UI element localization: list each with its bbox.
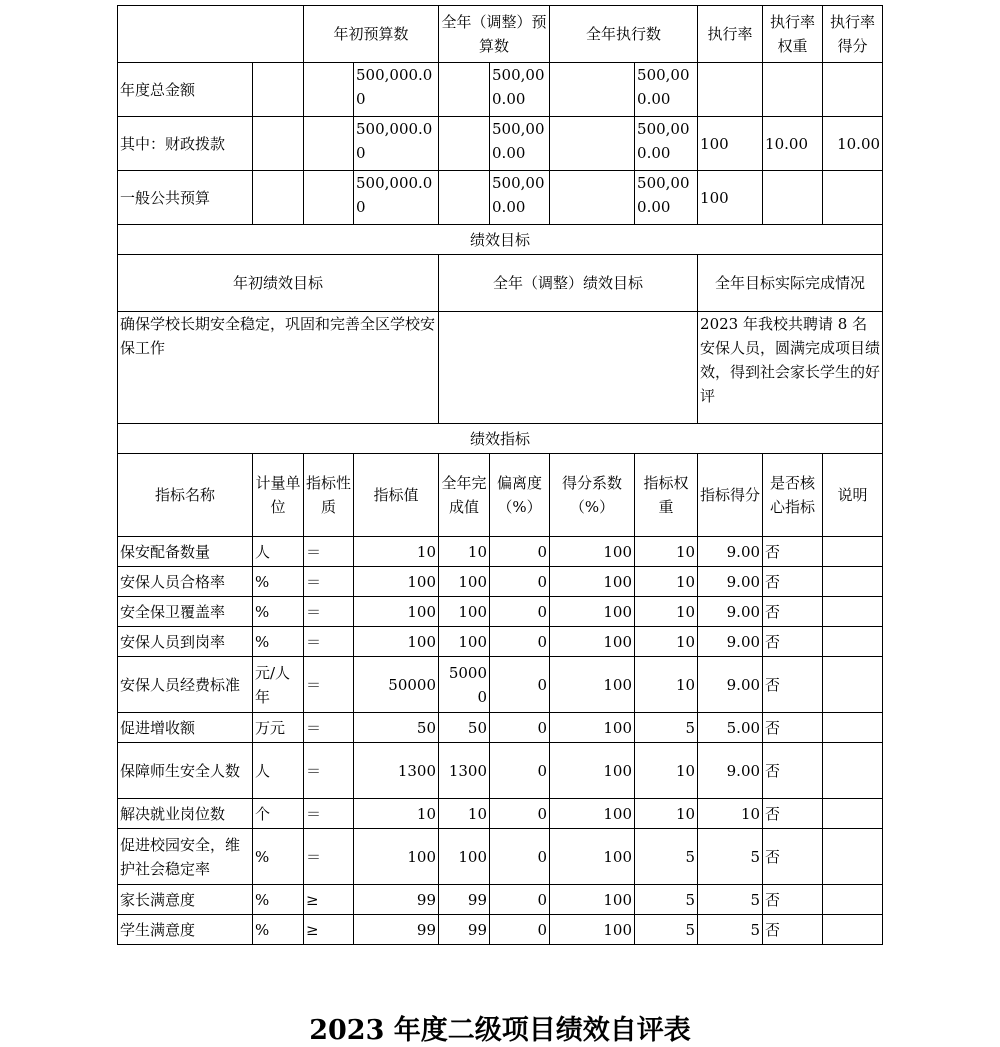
indicator-deviation: 0 bbox=[490, 915, 550, 945]
indicator-core: 否 bbox=[763, 657, 823, 713]
indicators-header-nature: 指标性质 bbox=[304, 454, 354, 537]
performance-self-evaluation-table bbox=[117, 5, 883, 945]
indicator-nature: ＝ bbox=[304, 567, 354, 597]
indicator-note bbox=[823, 713, 883, 743]
indicator-weight: 10 bbox=[635, 597, 698, 627]
indicator-name: 安全保卫覆盖率 bbox=[118, 597, 253, 627]
budget-row-executed: 500,000.00 bbox=[635, 171, 698, 225]
indicator-deviation: 0 bbox=[490, 627, 550, 657]
budget-row-blank bbox=[439, 63, 490, 117]
budget-row-blank bbox=[253, 171, 304, 225]
indicator-done: 100 bbox=[439, 567, 490, 597]
indicator-weight: 5 bbox=[635, 713, 698, 743]
indicator-nature: ＝ bbox=[304, 537, 354, 567]
indicator-nature: ＝ bbox=[304, 627, 354, 657]
indicator-coef: 100 bbox=[550, 657, 635, 713]
indicators-section-title: 绩效指标 bbox=[118, 424, 883, 454]
indicator-target: 100 bbox=[354, 829, 439, 885]
indicator-name: 学生满意度 bbox=[118, 915, 253, 945]
indicator-core: 否 bbox=[763, 829, 823, 885]
indicator-name: 保障师生安全人数 bbox=[118, 743, 253, 799]
budget-header-initial: 年初预算数 bbox=[304, 6, 439, 63]
budget-row-initial: 500,000.00 bbox=[354, 117, 439, 171]
indicator-core: 否 bbox=[763, 885, 823, 915]
indicator-core: 否 bbox=[763, 627, 823, 657]
indicator-nature: ＝ bbox=[304, 799, 354, 829]
indicators-header-note: 说明 bbox=[823, 454, 883, 537]
indicator-note bbox=[823, 627, 883, 657]
indicator-target: 10 bbox=[354, 799, 439, 829]
indicators-section-row bbox=[118, 424, 883, 454]
budget-row-executed: 500,000.00 bbox=[635, 117, 698, 171]
indicator-nature: ＝ bbox=[304, 829, 354, 885]
indicator-name: 促进增收额 bbox=[118, 713, 253, 743]
indicator-note bbox=[823, 657, 883, 713]
budget-row-blank bbox=[439, 117, 490, 171]
budget-row-adjusted: 500,000.00 bbox=[490, 63, 550, 117]
indicator-score: 5 bbox=[698, 829, 763, 885]
indicator-name: 安保人员经费标准 bbox=[118, 657, 253, 713]
indicator-name: 家长满意度 bbox=[118, 885, 253, 915]
budget-row-rate: 100 bbox=[698, 171, 763, 225]
indicators-header-unit: 计量单位 bbox=[253, 454, 304, 537]
indicator-deviation: 0 bbox=[490, 713, 550, 743]
budget-row-score bbox=[823, 63, 883, 117]
indicator-unit: 个 bbox=[253, 799, 304, 829]
indicator-weight: 10 bbox=[635, 537, 698, 567]
indicator-score: 9.00 bbox=[698, 537, 763, 567]
budget-row-initial: 500,000.00 bbox=[354, 63, 439, 117]
indicator-nature: ＝ bbox=[304, 657, 354, 713]
indicator-row bbox=[118, 743, 883, 799]
indicators-header-core: 是否核心指标 bbox=[763, 454, 823, 537]
indicators-header-row bbox=[118, 454, 883, 537]
indicator-coef: 100 bbox=[550, 537, 635, 567]
indicator-done: 50 bbox=[439, 713, 490, 743]
indicator-note bbox=[823, 597, 883, 627]
indicator-target: 10 bbox=[354, 537, 439, 567]
indicator-score: 9.00 bbox=[698, 597, 763, 627]
indicator-core: 否 bbox=[763, 743, 823, 799]
goals-header-adjusted: 全年（调整）绩效目标 bbox=[439, 255, 698, 312]
indicator-weight: 10 bbox=[635, 567, 698, 597]
indicator-row bbox=[118, 885, 883, 915]
indicator-core: 否 bbox=[763, 567, 823, 597]
indicator-core: 否 bbox=[763, 713, 823, 743]
budget-header-executed: 全年执行数 bbox=[550, 6, 698, 63]
indicator-target: 50 bbox=[354, 713, 439, 743]
budget-row-score bbox=[823, 171, 883, 225]
indicator-row bbox=[118, 829, 883, 885]
indicator-score: 9.00 bbox=[698, 657, 763, 713]
indicators-header-weight: 指标权重 bbox=[635, 454, 698, 537]
indicators-header-name: 指标名称 bbox=[118, 454, 253, 537]
indicator-deviation: 0 bbox=[490, 799, 550, 829]
indicator-nature: ≥ bbox=[304, 915, 354, 945]
indicator-deviation: 0 bbox=[490, 743, 550, 799]
indicator-nature: ≥ bbox=[304, 885, 354, 915]
indicator-coef: 100 bbox=[550, 627, 635, 657]
indicator-unit: % bbox=[253, 915, 304, 945]
indicator-name: 解决就业岗位数 bbox=[118, 799, 253, 829]
goals-adjusted-text bbox=[439, 312, 698, 424]
budget-header-rate: 执行率 bbox=[698, 6, 763, 63]
indicators-header-target: 指标值 bbox=[354, 454, 439, 537]
indicator-unit: 人 bbox=[253, 537, 304, 567]
indicator-score: 10 bbox=[698, 799, 763, 829]
budget-row-adjusted: 500,000.00 bbox=[490, 117, 550, 171]
budget-row-label: 年度总金额 bbox=[118, 63, 253, 117]
goals-header-actual: 全年目标实际完成情况 bbox=[698, 255, 883, 312]
indicator-deviation: 0 bbox=[490, 657, 550, 713]
indicator-core: 否 bbox=[763, 537, 823, 567]
indicator-done: 1300 bbox=[439, 743, 490, 799]
indicator-name: 安保人员到岗率 bbox=[118, 627, 253, 657]
indicator-coef: 100 bbox=[550, 915, 635, 945]
indicator-coef: 100 bbox=[550, 713, 635, 743]
indicator-row bbox=[118, 597, 883, 627]
indicator-core: 否 bbox=[763, 915, 823, 945]
indicator-score: 9.00 bbox=[698, 627, 763, 657]
indicator-score: 5.00 bbox=[698, 713, 763, 743]
indicator-weight: 10 bbox=[635, 799, 698, 829]
budget-row-label: 一般公共预算 bbox=[118, 171, 253, 225]
budget-header-blank bbox=[118, 6, 304, 63]
indicator-target: 100 bbox=[354, 597, 439, 627]
indicator-target: 99 bbox=[354, 885, 439, 915]
indicator-weight: 10 bbox=[635, 743, 698, 799]
budget-row-rate bbox=[698, 63, 763, 117]
indicator-target: 99 bbox=[354, 915, 439, 945]
budget-row-blank bbox=[304, 117, 354, 171]
indicator-done: 50000 bbox=[439, 657, 490, 713]
indicator-note bbox=[823, 915, 883, 945]
indicator-coef: 100 bbox=[550, 885, 635, 915]
indicator-unit: % bbox=[253, 567, 304, 597]
budget-row bbox=[118, 171, 883, 225]
indicator-name: 安保人员合格率 bbox=[118, 567, 253, 597]
budget-header-rate-score: 执行率得分 bbox=[823, 6, 883, 63]
indicator-note bbox=[823, 567, 883, 597]
goals-section-row bbox=[118, 225, 883, 255]
indicator-row bbox=[118, 627, 883, 657]
indicator-deviation: 0 bbox=[490, 537, 550, 567]
budget-row bbox=[118, 63, 883, 117]
indicator-target: 100 bbox=[354, 567, 439, 597]
indicator-done: 100 bbox=[439, 829, 490, 885]
goals-content-row bbox=[118, 312, 883, 424]
indicator-coef: 100 bbox=[550, 743, 635, 799]
goals-actual-text: 2023 年我校共聘请 8 名安保人员，圆满完成项目绩效，得到社会家长学生的好评 bbox=[698, 312, 883, 424]
budget-row-label: 其中：财政拨款 bbox=[118, 117, 253, 171]
indicator-deviation: 0 bbox=[490, 885, 550, 915]
indicator-note bbox=[823, 743, 883, 799]
budget-row-blank bbox=[550, 171, 635, 225]
indicator-row bbox=[118, 657, 883, 713]
indicator-deviation: 0 bbox=[490, 829, 550, 885]
budget-row-rate: 100 bbox=[698, 117, 763, 171]
indicator-row bbox=[118, 713, 883, 743]
budget-row-weight bbox=[763, 63, 823, 117]
indicator-unit: 万元 bbox=[253, 713, 304, 743]
indicator-note bbox=[823, 829, 883, 885]
indicator-score: 5 bbox=[698, 885, 763, 915]
indicators-header-deviation: 偏离度（%） bbox=[490, 454, 550, 537]
budget-row-blank bbox=[253, 63, 304, 117]
budget-header-rate-weight: 执行率权重 bbox=[763, 6, 823, 63]
indicator-coef: 100 bbox=[550, 567, 635, 597]
indicator-note bbox=[823, 799, 883, 829]
indicator-weight: 10 bbox=[635, 657, 698, 713]
indicator-weight: 5 bbox=[635, 915, 698, 945]
indicator-target: 50000 bbox=[354, 657, 439, 713]
indicator-unit: % bbox=[253, 627, 304, 657]
indicator-rows bbox=[118, 537, 883, 945]
indicator-done: 99 bbox=[439, 885, 490, 915]
indicator-weight: 10 bbox=[635, 627, 698, 657]
indicator-name: 保安配备数量 bbox=[118, 537, 253, 567]
budget-row-blank bbox=[550, 117, 635, 171]
goals-header-initial: 年初绩效目标 bbox=[118, 255, 439, 312]
indicator-weight: 5 bbox=[635, 829, 698, 885]
indicator-done: 10 bbox=[439, 537, 490, 567]
budget-row bbox=[118, 117, 883, 171]
budget-row-blank bbox=[550, 63, 635, 117]
indicator-done: 10 bbox=[439, 799, 490, 829]
budget-header-adjusted: 全年（调整）预算数 bbox=[439, 6, 550, 63]
indicator-core: 否 bbox=[763, 597, 823, 627]
indicator-row bbox=[118, 537, 883, 567]
budget-row-adjusted: 500,000.00 bbox=[490, 171, 550, 225]
budget-row-blank bbox=[439, 171, 490, 225]
indicator-target: 1300 bbox=[354, 743, 439, 799]
budget-row-weight: 10.00 bbox=[763, 117, 823, 171]
budget-row-executed: 500,000.00 bbox=[635, 63, 698, 117]
indicator-nature: ＝ bbox=[304, 743, 354, 799]
budget-row-blank bbox=[304, 171, 354, 225]
indicator-coef: 100 bbox=[550, 829, 635, 885]
budget-row-score: 10.00 bbox=[823, 117, 883, 171]
budget-header-row bbox=[118, 6, 883, 63]
indicator-row bbox=[118, 915, 883, 945]
indicator-done: 99 bbox=[439, 915, 490, 945]
budget-row-blank bbox=[253, 117, 304, 171]
indicator-row bbox=[118, 567, 883, 597]
indicator-score: 9.00 bbox=[698, 743, 763, 799]
indicator-deviation: 0 bbox=[490, 567, 550, 597]
indicator-coef: 100 bbox=[550, 799, 635, 829]
indicator-score: 5 bbox=[698, 915, 763, 945]
budget-row-blank bbox=[304, 63, 354, 117]
indicator-unit: % bbox=[253, 597, 304, 627]
indicator-score: 9.00 bbox=[698, 567, 763, 597]
goals-initial-text: 确保学校长期安全稳定，巩固和完善全区学校安保工作 bbox=[118, 312, 439, 424]
indicator-unit: % bbox=[253, 885, 304, 915]
indicator-note bbox=[823, 537, 883, 567]
indicator-core: 否 bbox=[763, 799, 823, 829]
indicator-unit: 元/人年 bbox=[253, 657, 304, 713]
indicator-unit: 人 bbox=[253, 743, 304, 799]
budget-row-weight bbox=[763, 171, 823, 225]
goals-section-title: 绩效目标 bbox=[118, 225, 883, 255]
indicator-weight: 5 bbox=[635, 885, 698, 915]
indicator-unit: % bbox=[253, 829, 304, 885]
indicator-deviation: 0 bbox=[490, 597, 550, 627]
document-caption: 2023 年度二级项目绩效自评表 bbox=[309, 1015, 691, 1046]
indicator-name: 促进校园安全，维护社会稳定率 bbox=[118, 829, 253, 885]
budget-row-initial: 500,000.00 bbox=[354, 171, 439, 225]
indicator-row bbox=[118, 799, 883, 829]
indicator-done: 100 bbox=[439, 597, 490, 627]
indicator-nature: ＝ bbox=[304, 597, 354, 627]
indicator-nature: ＝ bbox=[304, 713, 354, 743]
indicators-header-done: 全年完成值 bbox=[439, 454, 490, 537]
indicators-header-coef: 得分系数（%） bbox=[550, 454, 635, 537]
indicator-coef: 100 bbox=[550, 597, 635, 627]
goals-header-row bbox=[118, 255, 883, 312]
indicators-header-score: 指标得分 bbox=[698, 454, 763, 537]
indicator-note bbox=[823, 885, 883, 915]
indicator-target: 100 bbox=[354, 627, 439, 657]
indicator-done: 100 bbox=[439, 627, 490, 657]
